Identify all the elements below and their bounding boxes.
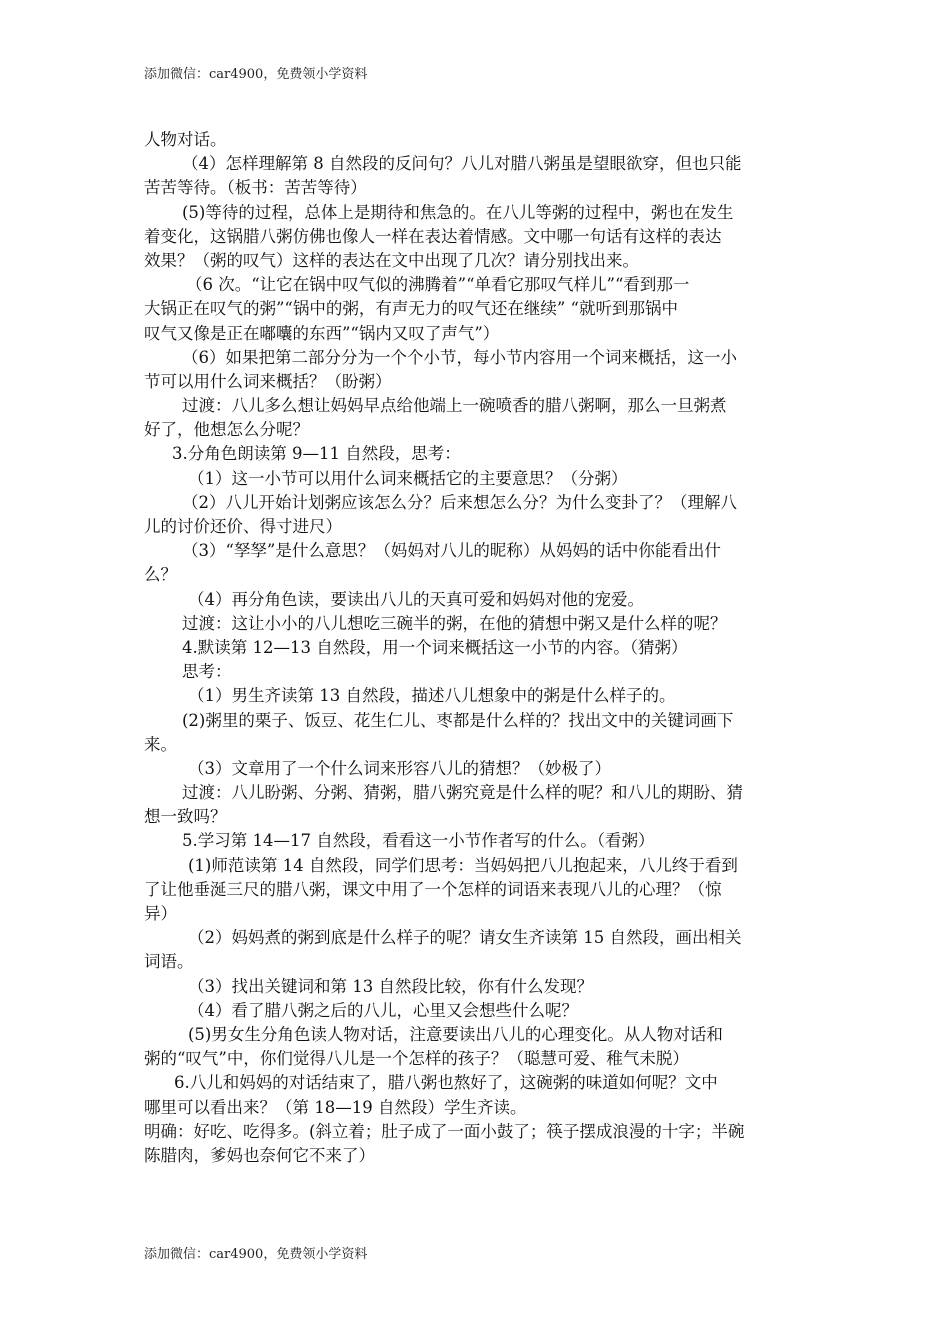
text-line: （1）这一小节可以用什么词来概括它的主要意思？（分粥）	[188, 468, 628, 488]
text-line: 节可以用什么词来概括？（盼粥）	[144, 371, 392, 391]
text-line: 5.学习第 14—17 自然段，看看这一小节作者写的什么。（看粥）	[182, 831, 655, 851]
text-line: 过渡：八儿多么想让妈妈早点给他端上一碗喷香的腊八粥啊，那么一旦粥煮	[182, 396, 727, 416]
footer-note: 添加微信：car4900，免费领小学资料	[144, 1247, 368, 1262]
text-line: （3）文章用了一个什么词来形容八儿的猜想？（妙极了）	[188, 758, 611, 778]
text-line: 6.八儿和妈妈的对话结束了，腊八粥也熬好了，这碗粥的味道如何呢？文中	[174, 1073, 718, 1093]
text-line: 苦苦等待。（板书：苦苦等待）	[144, 178, 367, 198]
text-line: （2）妈妈煮的粥到底是什么样子的呢？请女生齐读第 15 自然段，画出相关	[188, 928, 742, 948]
text-line: 思考：	[182, 662, 232, 682]
text-line: 儿的讨价还价、得寸进尺）	[144, 517, 342, 536]
text-line: （4）再分角色读，要读出八儿的天真可爱和妈妈对他的宠爱。	[188, 589, 644, 609]
text-line: (2)粥里的栗子、饭豆、花生仁儿、枣都是什么样的？找出文中的关键词画下	[182, 710, 734, 730]
text-line: 了让他垂涎三尺的腊八粥，课文中用了一个怎样的词语来表现八儿的心理？（惊	[144, 879, 722, 899]
text-line: 明确：好吃、吃得多。(斜立着；肚子成了一面小鼓了；筷子摆成浪漫的十字；半碗	[144, 1121, 745, 1141]
text-line: (5)等待的过程，总体上是期待和焦急的。在八儿等粥的过程中，粥也在发生	[182, 202, 734, 222]
text-line: 3.分角色朗读第 9—11 自然段，思考：	[172, 444, 461, 464]
text-line: （6）如果把第二部分分为一个个小节，每小节内容用一个词来概括，这一小	[182, 347, 737, 367]
document-body	[144, 128, 810, 1168]
text-line: 哪里可以看出来？（第 18—19 自然段）学生齐读。	[144, 1097, 527, 1117]
text-line: （4）看了腊八粥之后的八儿，心里又会想些什么呢？	[188, 1000, 578, 1020]
text-line: （1）男生齐读第 13 自然段，描述八儿想象中的粥是什么样子的。	[188, 686, 676, 706]
text-line: 异）	[144, 904, 177, 923]
text-line: 么？	[144, 565, 177, 585]
text-line: （3）找出关键词和第 13 自然段比较，你有什么发现？	[188, 976, 593, 996]
text-line: 过渡：这让小小的八儿想吃三碗半的粥，在他的猜想中粥又是什么样的呢？	[182, 613, 727, 633]
header-note: 添加微信：car4900，免费领小学资料	[144, 67, 368, 82]
text-line: 4.默读第 12—13 自然段，用一个词来概括这一小节的内容。（猜粥）	[182, 637, 688, 657]
text-line: 粥的“叹气”中，你们觉得八儿是一个怎样的孩子？（聪慧可爱、稚气未脱）	[144, 1049, 689, 1069]
text-line: 大锅正在叹气的粥”“锅中的粥，有声无力的叹气还在继续” “就听到那锅中	[144, 299, 678, 319]
text-line: 陈腊肉，爹妈也奈何它不来了）	[144, 1145, 375, 1165]
text-line: 人物对话。	[144, 130, 227, 149]
text-line: 叹气又像是正在嘟囔的东西”“锅内又叹了声气”）	[144, 323, 500, 343]
text-line: 着变化，这锅腊八粥仿佛也像人一样在表达着情感。文中哪一句话有这样的表达	[144, 226, 722, 246]
text-line: 效果？（粥的叹气）这样的表达在文中出现了几次？请分别找出来。	[144, 250, 639, 270]
text-line: 好了，他想怎么分呢？	[144, 420, 309, 440]
text-line: 想一致吗？	[144, 807, 227, 827]
text-line: 词语。	[144, 952, 194, 972]
text-line: （2）八儿开始计划粥应该怎么分？后来想怎么分？为什么变卦了？（理解八	[182, 492, 737, 512]
text-line: （3）“孥孥”是什么意思？（妈妈对八儿的昵称）从妈妈的话中你能看出什	[182, 541, 721, 561]
text-line: (5)男女生分角色读人物对话，注意要读出八儿的心理变化。从人物对话和	[188, 1024, 723, 1044]
text-line: （6 次。“让它在锅中叹气似的沸腾着”“单看它那叹气样儿”“看到那一	[186, 275, 690, 295]
text-line: （4）怎样理解第 8 自然段的反问句？八儿对腊八粥虽是望眼欲穿，但也只能	[182, 154, 742, 174]
text-line: (1)师范读第 14 自然段，同学们思考：当妈妈把八儿抱起来，八儿终于看到	[188, 855, 738, 875]
text-line: 来。	[144, 734, 177, 754]
text-line: 过渡：八儿盼粥、分粥、猜粥，腊八粥究竟是什么样的呢？和八儿的期盼、猜	[182, 783, 743, 803]
